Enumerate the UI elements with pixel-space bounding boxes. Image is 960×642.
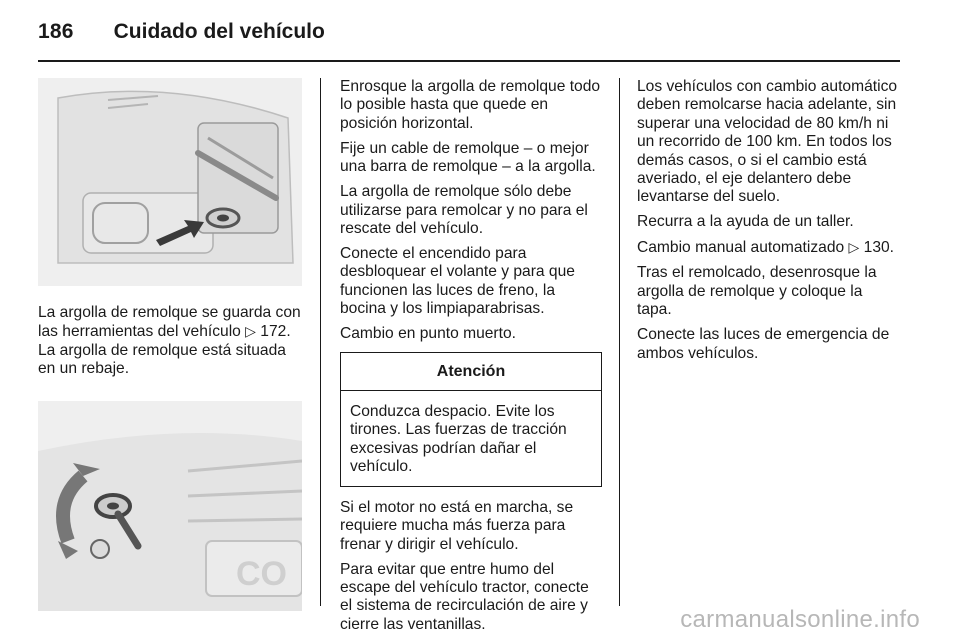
caption-b-text: La argolla de remolque está situada en un rebaje.	[38, 341, 286, 378]
page-header	[38, 14, 325, 50]
page-reference-triangle-icon: ▷	[245, 323, 256, 340]
page-number: 186	[38, 20, 74, 43]
paragraph: La argolla de remolque sólo debe utilizarse para remolcar y no para el rescate del vehículo.	[340, 183, 588, 238]
tool-compartment-illustration	[38, 78, 302, 286]
header-rule	[38, 60, 900, 62]
paragraph: Tras el remolcado, desenrosque la argolla de remolque y coloque la tapa.	[637, 264, 877, 319]
paragraph: Si el motor no está en marcha, se requiere mucha más fuerza para frenar y dirigir el vehículo.	[340, 498, 574, 553]
column-1	[38, 78, 302, 611]
warning-box	[340, 352, 602, 487]
warning-text: Conduzca despacio. Evite los tirones. Las fuerzas de tracción excesivas podrían dañar el vehículo.	[350, 403, 567, 476]
warning-title: Atención	[341, 353, 601, 391]
paragraph: Fije un cable de remolque – o mejor una barra de remolque – a la argolla.	[340, 139, 596, 176]
column-divider-1	[320, 78, 321, 606]
paragraph: Conecte el encendido para desbloquear el volante y para que funcionen las luces de freno, la bocina y los limpiaparabrisas.	[340, 245, 575, 318]
page-reference-triangle-icon: ▷	[848, 239, 860, 256]
paragraph: Cambio en punto muerto.	[340, 325, 516, 343]
paragraph-text: Cambio manual automatizado	[637, 239, 845, 257]
page-reference: 130.	[863, 239, 894, 257]
watermark: carmanualsonline.info	[680, 606, 920, 633]
caption-a-text: La argolla de remolque se guarda con las herramientas del vehículo	[38, 304, 301, 341]
column-3	[637, 78, 901, 370]
column-2	[340, 78, 602, 641]
caption-a-reference: 172.	[260, 323, 291, 341]
paragraph: Para evitar que entre humo del escape del vehículo tractor, conecte el sistema de recirculación de aire y cierre las ventanillas.	[340, 560, 589, 633]
section-title: Cuidado del vehículo	[113, 20, 325, 43]
paragraph: Enrosque la argolla de remolque todo lo posible hasta que quede en posición horizontal.	[340, 78, 601, 132]
column-divider-2	[619, 78, 620, 606]
paragraph: Los vehículos con cambio automático deben remolcarse hacia adelante, sin superar una velocidad de 80 km/h ni un recorrido de 100 km. En todos los demás casos, o si el cambio está averiado, el eje delantero debe levantarse del suelo.	[637, 78, 898, 206]
paragraph: Conecte las luces de emergencia de ambos vehículos.	[637, 326, 890, 362]
svg-text:CO: CO	[236, 554, 287, 593]
paragraph: Recurra a la ayuda de un taller.	[637, 213, 854, 231]
towing-eye-recess-illustration	[38, 401, 302, 611]
